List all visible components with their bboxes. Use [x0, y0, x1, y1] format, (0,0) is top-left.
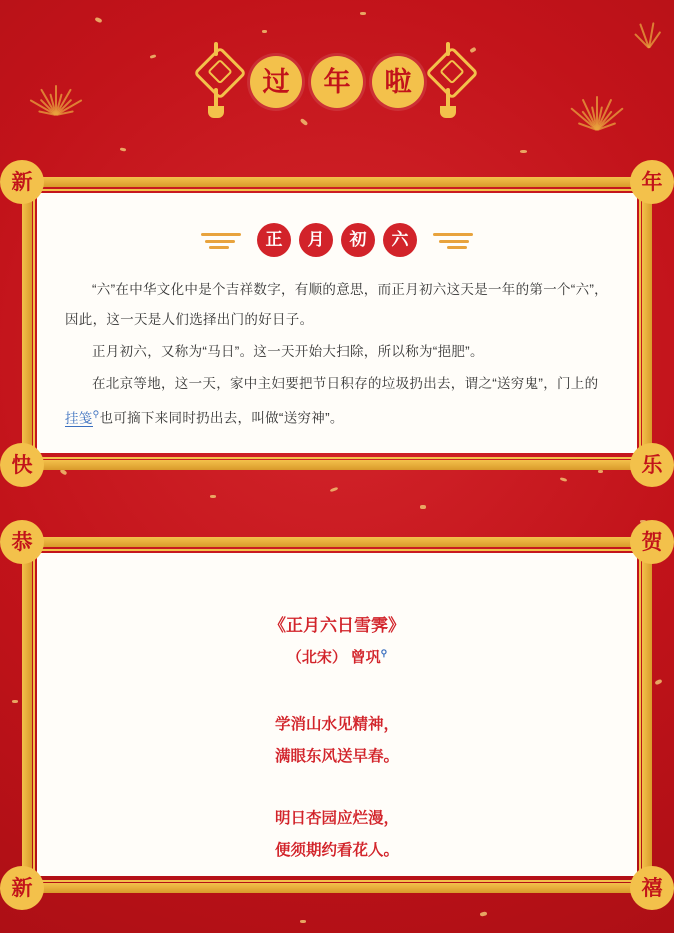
poem-author	[65, 646, 609, 667]
poem-line: 明日杏园应烂漫，	[274, 810, 399, 827]
intro-paragraph-3	[65, 369, 609, 434]
confetti-speck	[300, 920, 306, 923]
title-char: 过	[250, 56, 302, 108]
frame-inner-left-1	[33, 189, 35, 457]
card-intro	[37, 193, 637, 453]
card-poem	[37, 553, 637, 876]
frame-bar-top-1	[22, 177, 652, 187]
frame-bar-left-1	[22, 177, 32, 470]
confetti-speck	[12, 700, 18, 703]
corner-badge-right-4: 禧	[630, 866, 674, 910]
corner-badge-left-2: 快	[0, 443, 44, 487]
frame-bar-left-2	[22, 537, 32, 893]
confetti-speck	[654, 679, 662, 686]
corner-badge-right-2: 乐	[630, 443, 674, 487]
frame-inner-top-2	[33, 549, 641, 551]
confetti-speck	[420, 505, 426, 509]
frame-inner-right-2	[639, 549, 641, 880]
frame-bar-bottom-2	[22, 883, 652, 893]
intro-paragraph-3-part2: 也可摘下来同时扔出去，叫做“送穷神”。	[99, 410, 344, 426]
confetti-speck	[210, 495, 216, 498]
page-title	[0, 34, 674, 108]
guajian-link[interactable]: 挂笺	[65, 410, 93, 426]
poem-line: 学消山水见精神，	[274, 716, 399, 733]
corner-badge-right-3: 贺	[630, 520, 674, 564]
corner-badge-left-3: 恭	[0, 520, 44, 564]
date-pill: 正	[257, 223, 291, 257]
corner-badge-right-1: 年	[630, 160, 674, 204]
poem-stanza-gap	[65, 773, 609, 803]
confetti-speck	[480, 911, 488, 916]
frame-inner-top-1	[33, 189, 641, 191]
frame-inner-right-1	[639, 189, 641, 457]
title-char: 年	[311, 56, 363, 108]
poster-header	[0, 34, 674, 126]
intro-paragraph-1: “六”在中华文化中是个吉祥数字，有顺的意思，而正月初六这天是一年的第一个“六”，因此，这一天是人们选择出门的好日子。	[65, 282, 608, 327]
confetti-speck	[520, 150, 527, 153]
confetti-speck	[330, 487, 339, 493]
frame-bar-right-1	[642, 177, 652, 470]
intro-paragraph-3-part1: 在北京等地，这一天，家中主妇要把节日积存的垃圾扔出去，谓之“送穷鬼”，门上的	[92, 376, 599, 391]
corner-badge-left-4: 新	[0, 866, 44, 910]
confetti-speck	[560, 477, 568, 482]
search-icon[interactable]: ⚲	[380, 648, 388, 658]
confetti-speck	[360, 12, 366, 15]
frame-bar-right-2	[642, 537, 652, 893]
search-icon[interactable]: ⚲	[92, 409, 100, 419]
confetti-speck	[598, 470, 603, 473]
corner-badge-left-1: 新	[0, 160, 44, 204]
poem-line: 便须期约看花人。	[274, 842, 399, 859]
date-pill: 六	[383, 223, 417, 257]
frame-bar-top-2	[22, 537, 652, 547]
cloud-ornament-right-icon	[425, 230, 477, 250]
poem-author-text: （北宋） 曾巩	[286, 650, 381, 666]
date-pill-row	[65, 223, 609, 257]
confetti-speck	[262, 30, 267, 33]
date-pill: 初	[341, 223, 375, 257]
date-pill: 月	[299, 223, 333, 257]
confetti-speck	[120, 147, 126, 151]
frame-inner-bottom-2	[33, 880, 641, 882]
poem-line: 满眼东风送早春。	[274, 748, 399, 765]
poem-title: 《正月六日雪霁》	[269, 616, 405, 635]
confetti-speck	[94, 17, 102, 24]
frame-inner-left-2	[33, 549, 35, 880]
cloud-ornament-left-icon	[197, 230, 249, 250]
title-char: 啦	[372, 56, 424, 108]
frame-bar-bottom-1	[22, 460, 652, 470]
frame-inner-bottom-1	[33, 457, 641, 459]
intro-paragraph-2: 正月初六，又称为“马日”。这一天开始大扫除，所以称为“挹肥”。	[92, 344, 484, 359]
